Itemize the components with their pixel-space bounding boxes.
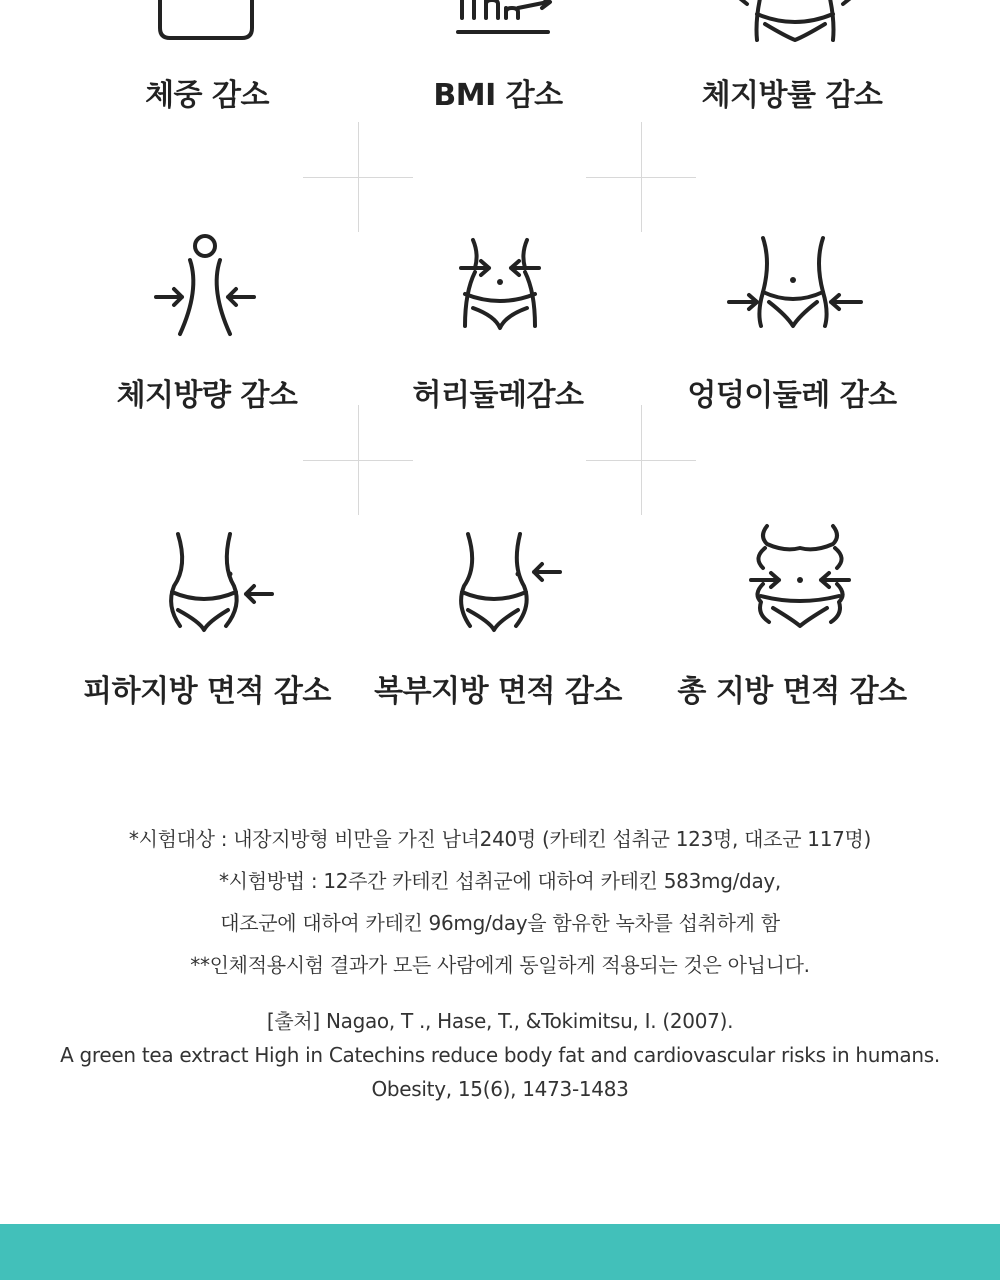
- effect-label-hip: 엉덩이둘레 감소: [687, 378, 897, 413]
- note-method-control: 대조군에 대하여 카테킨 96mg/day을 함유한 녹차를 섭취하게 함: [220, 911, 780, 935]
- divider-cross-v: [641, 122, 642, 232]
- total-fat-icon: [745, 522, 855, 632]
- effect-label-weight: 체중 감소: [145, 78, 269, 113]
- effect-label-waist: 허리둘레감소: [412, 378, 584, 413]
- effect-label-abdominal-fat: 복부지방 면적 감소: [374, 674, 622, 709]
- divider-cross-v: [358, 122, 359, 232]
- effect-label-total-fat: 총 지방 면적 감소: [677, 674, 907, 709]
- divider-cross-v: [641, 405, 642, 515]
- bar-chart-icon: [452, 0, 562, 40]
- citation-journal: Obesity, 15(6), 1473-1483: [371, 1077, 629, 1101]
- hip-icon: [725, 232, 865, 332]
- footer-accent-bar: [0, 1224, 1000, 1280]
- note-method: *시험방법 : 12주간 카테킨 섭취군에 대하여 카테킨 583mg/day,: [218, 869, 781, 893]
- citation-authors: [출처] Nagao, T ., Hase, T., &Tokimitsu, I. (2007).: [266, 1009, 734, 1033]
- note-disclaimer: **인체적용시험 결과가 모든 사람에게 동일하게 적용되는 것은 아닙니다.: [190, 953, 810, 977]
- subcutaneous-fat-icon: [160, 526, 280, 636]
- effect-label-body-fat-rate: 체지방률 감소: [701, 78, 883, 113]
- effect-label-bmi: BMI 감소: [433, 78, 563, 113]
- waist-icon: [455, 232, 545, 332]
- scale-icon: [150, 0, 260, 50]
- body-outline-icon: [150, 230, 260, 340]
- study-notes: [0, 818, 1000, 986]
- abdominal-fat-icon: [450, 526, 570, 636]
- effect-label-subcutaneous-fat: 피하지방 면적 감소: [83, 674, 331, 709]
- torso-icon: [725, 0, 865, 50]
- effect-label-body-fat-mass: 체지방량 감소: [116, 378, 298, 413]
- note-subjects: *시험대상 : 내장지방형 비만을 가진 남녀240명 (카테킨 섭취군 123명, 대조군 117명): [128, 827, 872, 851]
- source-citation: [0, 1004, 1000, 1106]
- divider-cross-v: [358, 405, 359, 515]
- citation-title: A green tea extract High in Catechins reduce body fat and cardiovascular risks in humans.: [60, 1043, 940, 1067]
